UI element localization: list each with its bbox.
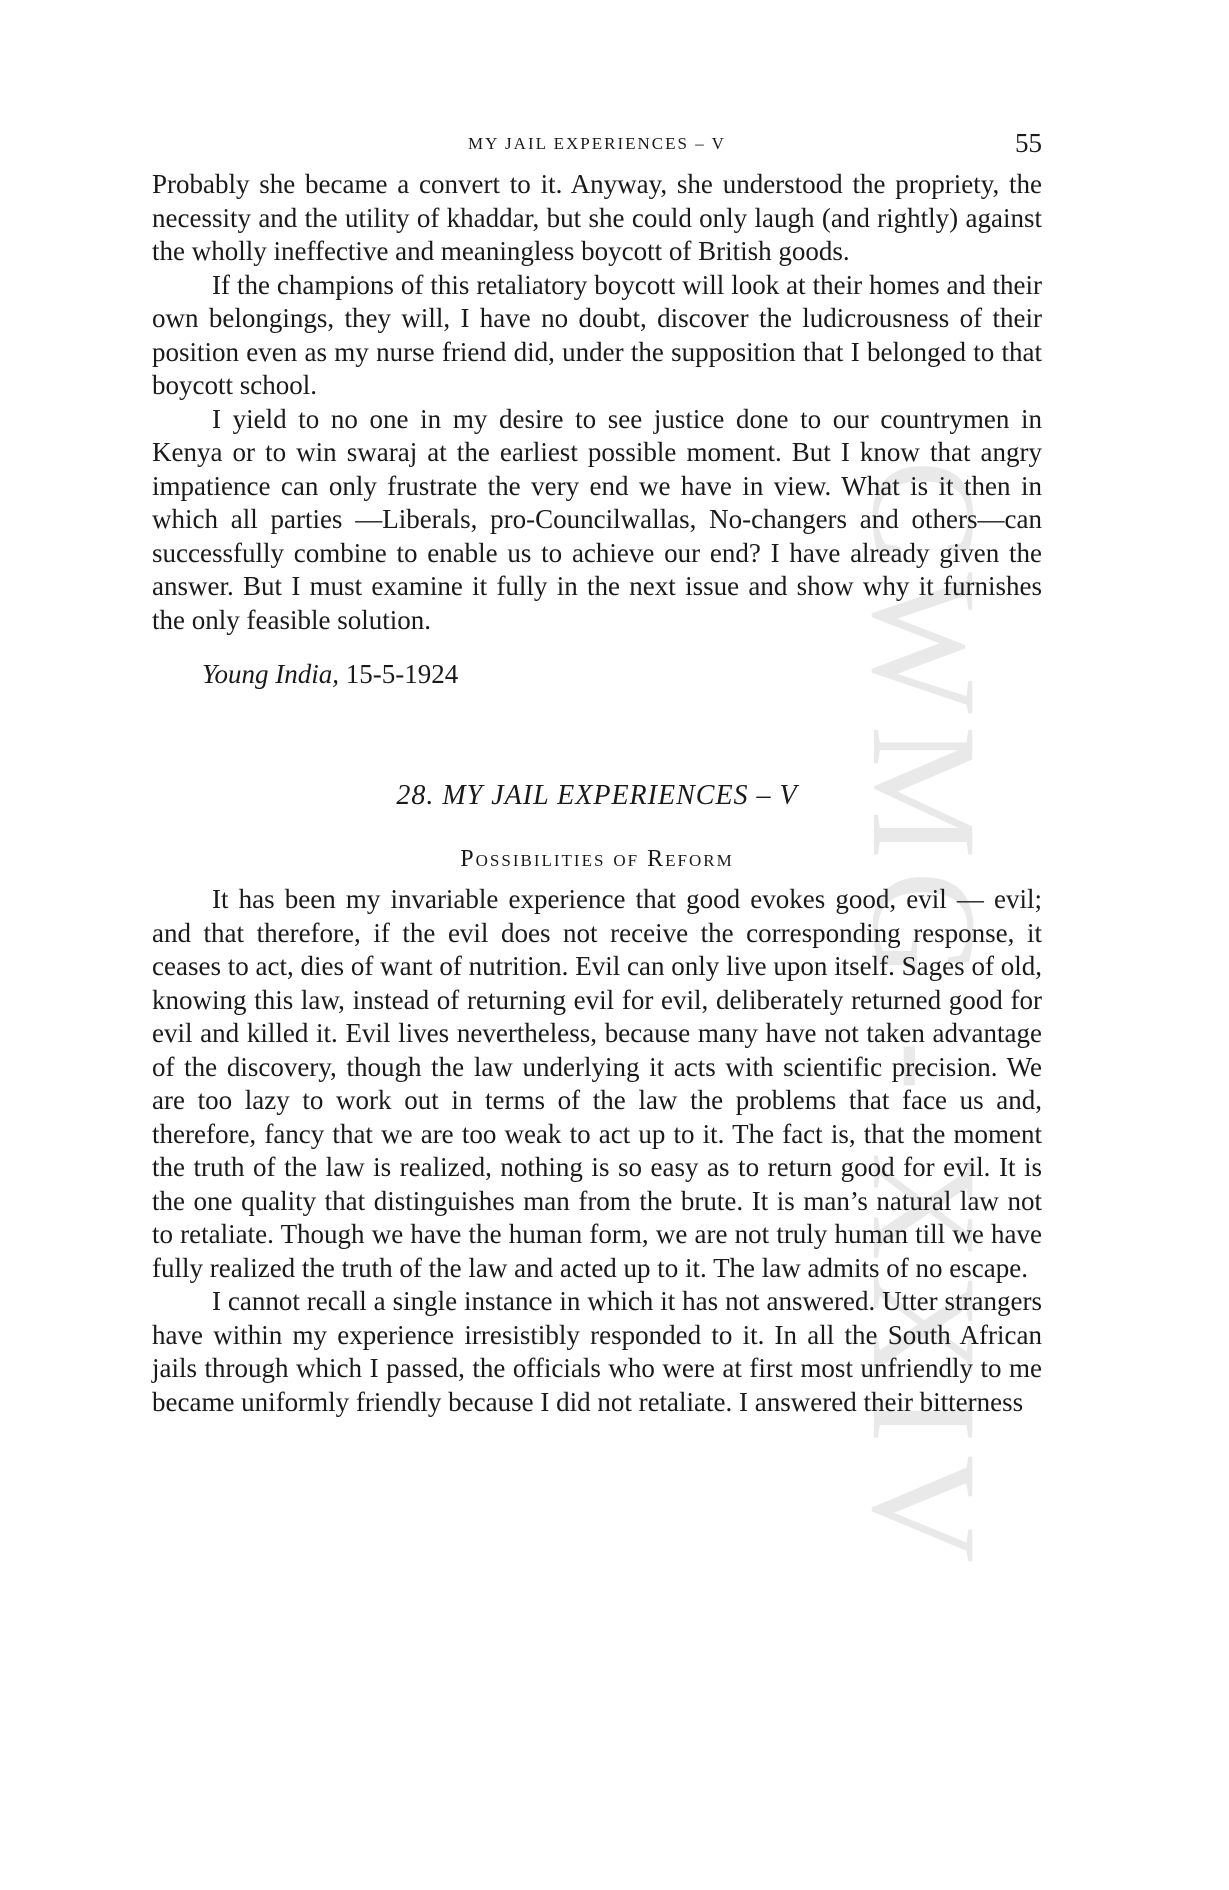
source-date: 15-5-1924 — [345, 659, 459, 689]
page — [152, 128, 1042, 1419]
paragraph: If the champions of this retaliatory boycott will look at their homes and their own belongings, they will, I have no doubt, discover the ludicrousness of their position even as my nurse friend did, under the supposition that I belonged to that boycott school. — [152, 269, 1042, 400]
source-citation — [152, 659, 1042, 690]
running-head — [152, 128, 1042, 168]
paragraph: It has been my invariable experience that good evokes good, evil — evil; and that therefore, if the evil does not receive the corresponding response, it ceases to act, dies of want of nutrition. Evil can only live upon itself. Sages of old, knowing this law, instead of returning evil for evil, deliberately returned good for evil and killed it. Evil lives nevertheless, because many have not taken advantage of the discovery, though the law underlying it acts with scientific precision. We are too lazy to work out in terms of the law the problems that face us and, therefore, fancy that we are too weak to act up to it. The fact is, that the moment the truth of the law is realized, nothing is so easy as to return good for evil. It is the one quality that distinguishes man from the brute. It is man’s natural law not to retaliate. Though we have the human form, we are not truly human till we have fully realized the truth of the law and acted up to it. The law admits of no escape. — [152, 884, 1042, 1283]
paragraph: Probably she became a convert to it. Anyway, she understood the propriety, the necessity and the utility of khaddar, but she could only laugh (and rightly) against the wholly ineffective and meaningless boycott of British goods. — [152, 169, 1042, 266]
source-publication: Young India, — [202, 659, 340, 689]
running-title: MY JAIL EXPERIENCES – V — [468, 134, 726, 153]
article-subheading: Possibilities of Reform — [460, 846, 734, 872]
paragraph: I cannot recall a single instance in which it has not answered. Utter strangers have within my experience irresistibly responded to it. In all the South African jails through which I passed, the officials who were at first most unfriendly to me became uniformly friendly because I did not retaliate. I answered their bitterness — [152, 1286, 1042, 1417]
article-heading: 28. MY JAIL EXPERIENCES – V — [396, 780, 798, 811]
paragraph: I yield to no one in my desire to see justice done to our countrymen in Kenya or to win swaraj at the earliest possible moment. But I know that angry impatience can only frustrate the very end we have in view. What is it then in which all parties —Liberals, pro-Councilwallas, No-changers and others—can successfully combine to enable us to achieve our end? I have already given the answer. But I must examine it fully in the next issue and show why it furnishes the only feasible solution. — [152, 403, 1042, 635]
page-number: 55 — [1015, 128, 1042, 158]
watermark: CWMG - XXIV — [841, 460, 1007, 1576]
